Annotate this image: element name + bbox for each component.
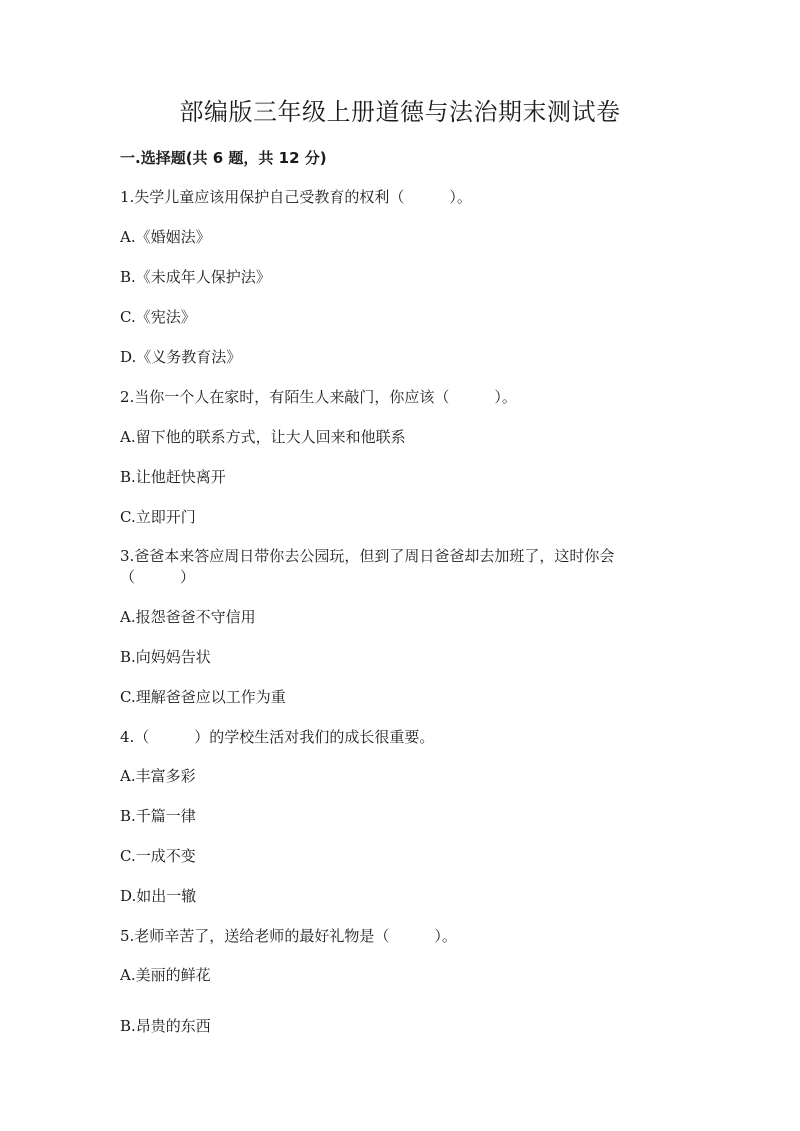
question-3-stem: 3.爸爸本来答应周日带你去公园玩，但到了周日爸爸却去加班了，这时你会 (120, 547, 615, 565)
question-2-option-a[interactable]: A.留下他的联系方式，让大人回来和他联系 (120, 428, 406, 446)
question-3-option-c[interactable]: C.理解爸爸应以工作为重 (120, 688, 286, 706)
question-1-option-d[interactable]: D.《义务教育法》 (120, 348, 242, 366)
question-5-option-b[interactable]: B.昂贵的东西 (120, 1017, 211, 1035)
question-2-stem: 2.当你一个人在家时，有陌生人来敲门，你应该（ ）。 (120, 388, 517, 406)
question-4-option-c[interactable]: C.一成不变 (120, 847, 196, 865)
question-2-option-b[interactable]: B.让他赶快离开 (120, 468, 226, 486)
question-1-stem: 1.失学儿童应该用保护自己受教育的权利（ ）。 (120, 188, 472, 206)
question-3-option-a[interactable]: A.报怨爸爸不守信用 (120, 608, 256, 626)
question-1-option-b[interactable]: B.《未成年人保护法》 (120, 268, 271, 286)
question-4-stem: 4.（ ）的学校生活对我们的成长很重要。 (120, 728, 435, 746)
question-5-stem: 5.老师辛苦了，送给老师的最好礼物是（ ）。 (120, 927, 457, 945)
question-4-option-b[interactable]: B.千篇一律 (120, 807, 196, 825)
question-3-stem-continued: （ ） (120, 568, 196, 586)
page-title: 部编版三年级上册道德与法治期末测试卷 (179, 98, 621, 126)
question-4-option-a[interactable]: A.丰富多彩 (120, 767, 196, 785)
question-1-option-a[interactable]: A.《婚姻法》 (120, 228, 211, 246)
question-1-option-c[interactable]: C.《宪法》 (120, 308, 196, 326)
section-heading: 一.选择题(共 6 题，共 12 分) (120, 149, 327, 167)
question-3-option-b[interactable]: B.向妈妈告状 (120, 648, 211, 666)
question-5-option-a[interactable]: A.美丽的鲜花 (120, 966, 211, 984)
question-4-option-d[interactable]: D.如出一辙 (120, 887, 197, 905)
question-2-option-c[interactable]: C.立即开门 (120, 508, 196, 526)
